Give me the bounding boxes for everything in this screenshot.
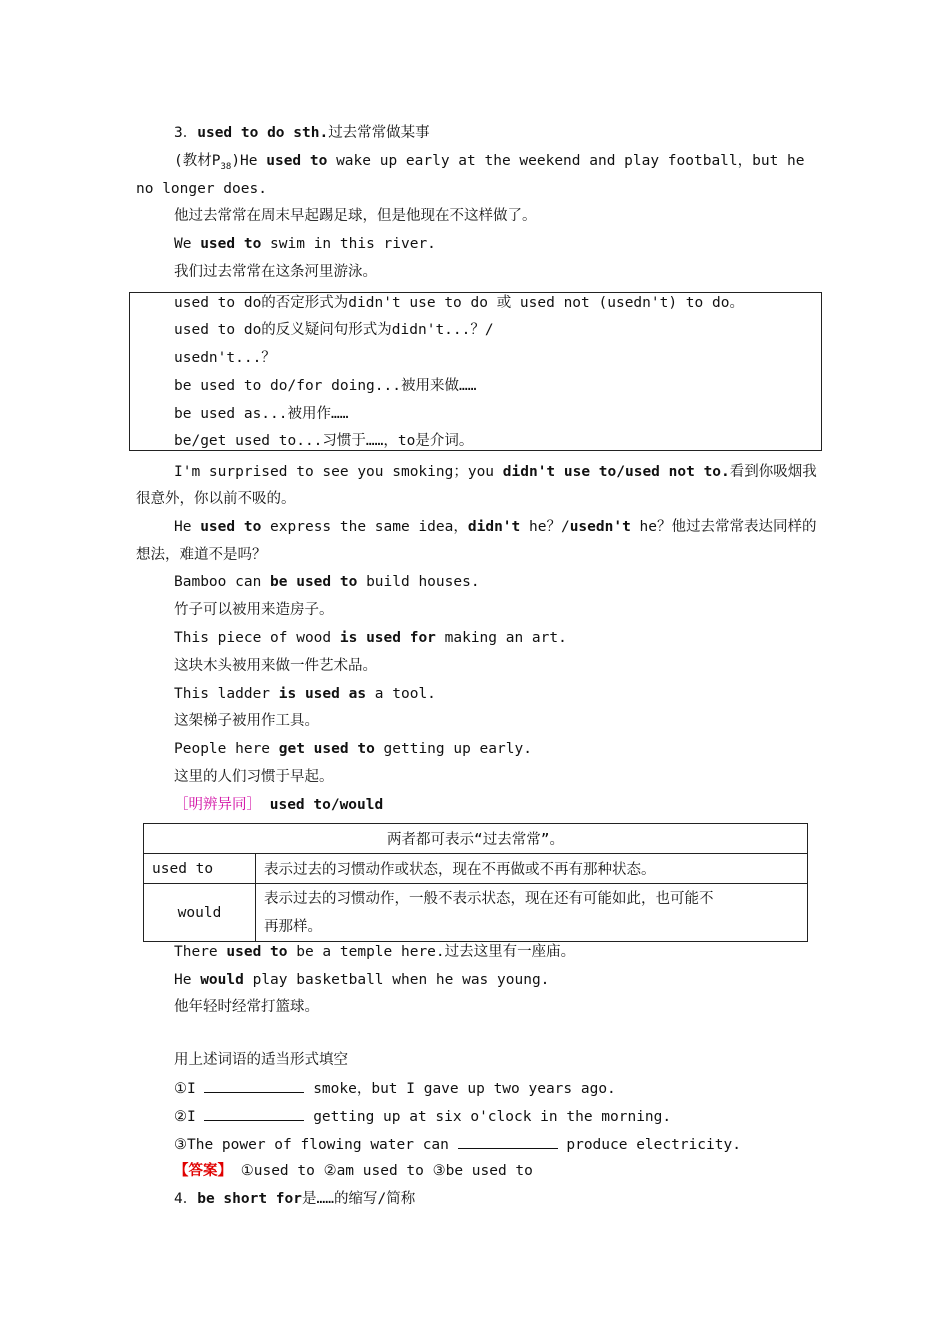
example-translation: 他年轻时经常打篮球。: [174, 999, 319, 1015]
answer-line: 【答案】 ①used to ②am used to ③be used to: [174, 1163, 533, 1179]
note-box: [129, 292, 822, 451]
example-line: There used to be a temple here.过去这里有一座庙。: [174, 944, 576, 960]
example-translation: 这架梯子被用作工具。: [174, 713, 319, 729]
example-translation: 这块木头被用来做一件艺术品。: [174, 658, 377, 674]
example-line: We used to swim in this river.: [174, 236, 436, 252]
example-translation: 这里的人们习惯于早起。: [174, 769, 334, 785]
section-3-heading: 3．used to do sth.过去常常做某事: [174, 125, 430, 141]
answer-blank[interactable]: [204, 1078, 304, 1093]
exercise-question: ①I smoke，but I gave up two years ago.: [174, 1078, 616, 1099]
exercise-question: ②I getting up at six o'clock in the morning.: [174, 1106, 671, 1127]
example-line: He used to express the same idea，didn't he？/usedn't he？他过去常常表达同样的: [174, 519, 817, 535]
section-4-heading: 4．be short for是……的缩写/简称: [174, 1191, 416, 1207]
note-line: be used as...被用作……: [174, 406, 349, 422]
example-translation: 我们过去常常在这条河里游泳。: [174, 264, 377, 280]
answer-blank[interactable]: [204, 1106, 304, 1121]
example-translation: 竹子可以被用来造房子。: [174, 602, 334, 618]
example-line-cont: 想法，难道不是吗？: [136, 547, 267, 563]
note-line: usedn't...？: [174, 350, 276, 366]
example-line: He would play basketball when he was young.: [174, 972, 550, 988]
note-line: be/get used to...习惯于……，to是介词。: [174, 433, 474, 449]
exercise-question: ③The power of flowing water can produce electricity.: [174, 1134, 741, 1155]
phrase: used to do sth.: [197, 125, 329, 141]
table-row: [144, 824, 808, 854]
phrase: be short for: [197, 1191, 302, 1207]
table-desc: 表示过去的习惯动作或状态，现在不再做或不再有那种状态。: [256, 854, 808, 884]
example-line: This piece of wood is used for making an art.: [174, 630, 567, 646]
table-row: [144, 854, 808, 884]
example-line-cont: no longer does.: [136, 181, 267, 197]
note-line: used to do的否定形式为didn't use to do 或 used not (usedn't) to do。: [174, 295, 744, 311]
table-term: used to: [144, 854, 256, 884]
example-line-cont: 很意外，你以前不吸的。: [136, 491, 296, 507]
note-line: used to do的反义疑问句形式为didn't...？/: [174, 322, 494, 338]
answer-tag: 【答案】: [174, 1163, 232, 1179]
compare-tag: ［明辨异同］: [174, 797, 261, 813]
table-term: would: [144, 884, 256, 942]
example-line: People here get used to getting up early.: [174, 741, 532, 757]
table-row: [144, 884, 808, 942]
note-line: be used to do/for doing...被用来做……: [174, 378, 477, 394]
example-line: This ladder is used as a tool.: [174, 686, 436, 702]
table-header: 两者都可表示“过去常常”。: [144, 824, 808, 854]
answer-blank[interactable]: [458, 1134, 558, 1149]
table-desc: 表示过去的习惯动作，一般不表示状态，现在还有可能如此，也可能不 再那样。: [256, 884, 808, 942]
compare-table: [143, 823, 808, 942]
example-line: (教材$P_{38})He$ used to wake up early at the weekend and play football，but he: [174, 153, 805, 172]
compare-heading: ［明辨异同］ used to/would: [174, 797, 384, 813]
exercise-title: 用上述词语的适当形式填空: [174, 1052, 348, 1068]
example-line: Bamboo can be used to build houses.: [174, 574, 480, 590]
example-translation: 他过去常常在周末早起踢足球，但是他现在不这样做了。: [174, 208, 537, 224]
example-line: I'm surprised to see you smoking；you didn't use to/used not to.看到你吸烟我: [174, 464, 817, 480]
